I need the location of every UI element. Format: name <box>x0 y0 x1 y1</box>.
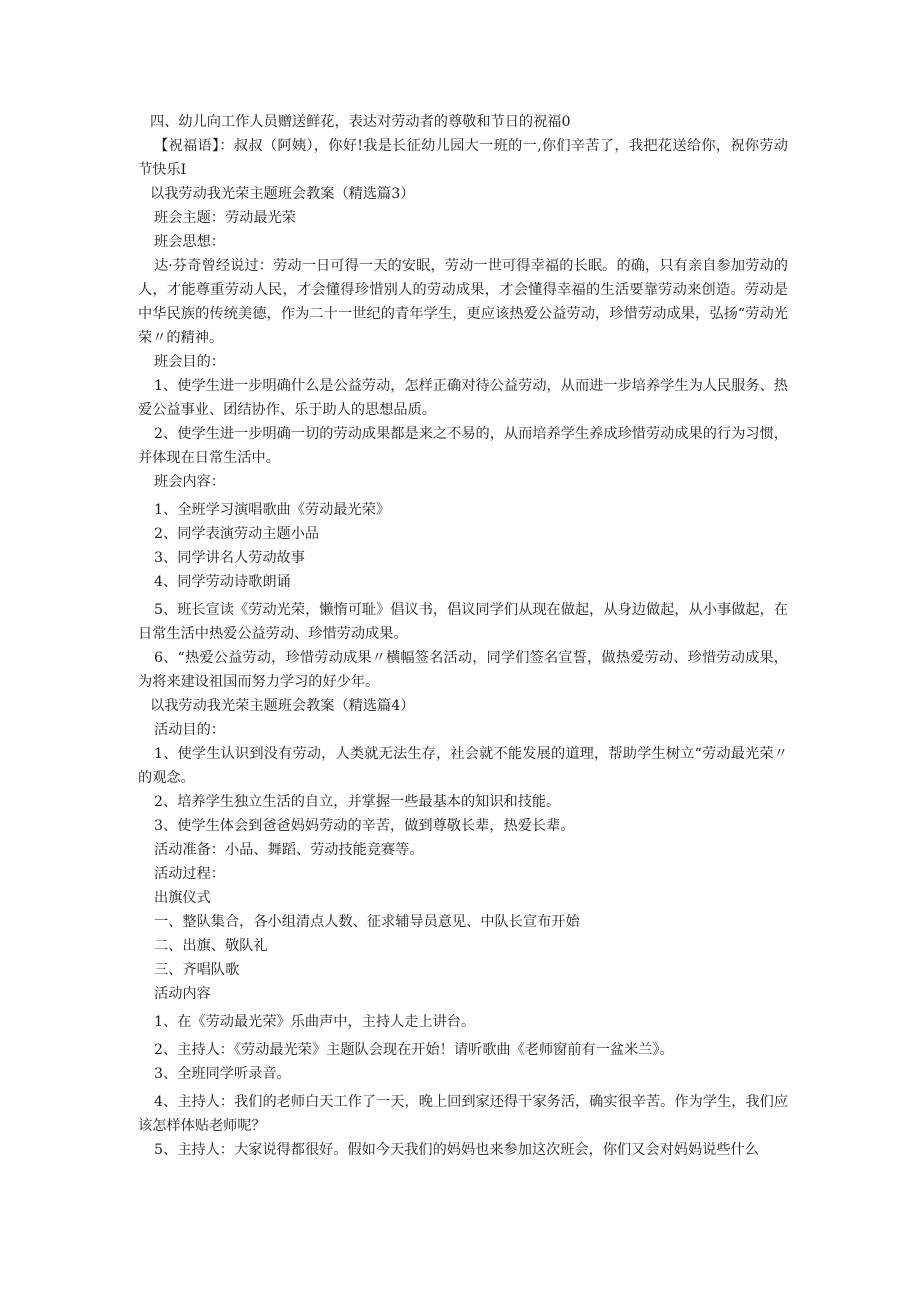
activity-preparation: 活动准备：小品、舞蹈、劳动技能竞赛等。 <box>154 842 424 858</box>
activity-step-3: 3、全班同学听录音。 <box>154 1066 291 1082</box>
content-item-3: 3、同学讲名人劳动故事 <box>154 550 305 566</box>
section-heading-3: 以我劳动我光荣主题班会教案（精选篇3） <box>150 186 415 202</box>
content-item-2: 2、同学表演劳动主题小品 <box>154 526 320 542</box>
activity-purpose-3: 3、使学生体会到爸爸妈妈劳动的辛苦，做到尊敬长辈，热爱长辈。 <box>154 818 575 834</box>
activity-step-1: 1、在《劳动最光荣》乐曲声中，主持人走上讲台。 <box>154 1014 476 1030</box>
paragraph-gift-flowers: 四、幼儿向工作人员赠送鲜花，表达对劳动者的尊敬和节日的祝福0 <box>150 114 571 130</box>
class-content-label: 班会内容： <box>154 474 225 490</box>
class-purpose-label: 班会目的： <box>154 354 225 370</box>
content-item-5: 5、班长宣读《劳动光荣，懒惰可耻》倡议书，倡议同学们从现在做起，从身边做起，从小事做起，在日常生活中热爱公益劳动、珍惜劳动成果。 <box>138 602 788 642</box>
activity-step-2: 2、主持人：《劳动最光荣》主题队会现在开始！请听歌曲《老师窗前有一盆米兰》。 <box>154 1042 674 1058</box>
class-theme: 班会主题：劳动最光荣 <box>154 210 296 226</box>
content-item-1: 1、全班学习演唱歌曲《劳动最光荣》 <box>154 502 391 518</box>
activity-purpose-2: 2、培养学生独立生活的自立，并掌握一些最基本的知识和技能。 <box>154 794 561 810</box>
class-thought-text: 达·芬奇曾经说过：劳动一日可得一天的安眠，劳动一世可得幸福的长眠。的确，只有亲自参加劳动的人，才能尊重劳动人民，才会懂得珍惜别人的劳动成果，才会懂得幸福的生活要靠劳动来创造。劳动是中华民族的传统美德，作为二十一世纪的青年学生，更应该热爱公益劳动，珍惜劳动成果，弘扬“劳动光荣〃的精神。 <box>138 258 788 346</box>
purpose-item-1: 1、使学生进一步明确什么是公益劳动，怎样正确对待公益劳动，从而进一步培养学生为人民服务、热爱公益事业、团结协作、乐于助人的思想品质。 <box>138 378 788 418</box>
activity-purpose-1: 1、使学生认识到没有劳动，人类就无法生存，社会就不能发展的道理，帮助学生树立“劳动最光荣〃的观念。 <box>138 746 788 786</box>
section-heading-4: 以我劳动我光荣主题班会教案（精选篇4） <box>150 698 415 714</box>
document-page <box>138 110 788 1162</box>
purpose-item-2: 2、使学生进一步明确一切的劳动成果都是来之不易的，从而培养学生养成珍惜劳动成果的行为习惯，并体现在日常生活中。 <box>138 426 788 466</box>
class-thought-label: 班会思想： <box>154 234 225 250</box>
activity-process-label: 活动过程： <box>154 866 225 882</box>
flag-ceremony: 出旗仪式 <box>154 890 211 906</box>
content-item-6: 6、“热爱公益劳动，珍惜劳动成果〃横幅签名活动，同学们签名宣誓，做热爱劳动、珍惜劳动成果，为将来建设祖国而努力学习的好少年。 <box>138 650 788 690</box>
ceremony-step-1: 一、整队集合，各小组清点人数、征求辅导员意见、中队长宣布开始 <box>154 914 580 930</box>
activity-step-5: 5、主持人：大家说得都很好。假如今天我们的妈妈也来参加这次班会，你们又会对妈妈说些什么 <box>154 1142 759 1158</box>
activity-content-label: 活动内容 <box>154 986 211 1002</box>
activity-purpose-label: 活动目的： <box>154 722 225 738</box>
paragraph-blessing: 【祝福语】：叔叔（阿姨），你好!我是长征幼儿园大一班的一,你们辛苦了，我把花送给你，祝你劳动节快乐I <box>138 138 788 178</box>
content-item-4: 4、同学劳动诗歌朗诵 <box>154 574 291 590</box>
activity-step-4: 4、主持人：我们的老师白天工作了一天，晚上回到家还得干家务活，确实很辛苦。作为学生，我们应该怎样体贴老师呢？ <box>138 1094 788 1134</box>
ceremony-step-3: 三、齐唱队歌 <box>154 962 240 978</box>
ceremony-step-2: 二、出旗、敬队礼 <box>154 938 268 954</box>
